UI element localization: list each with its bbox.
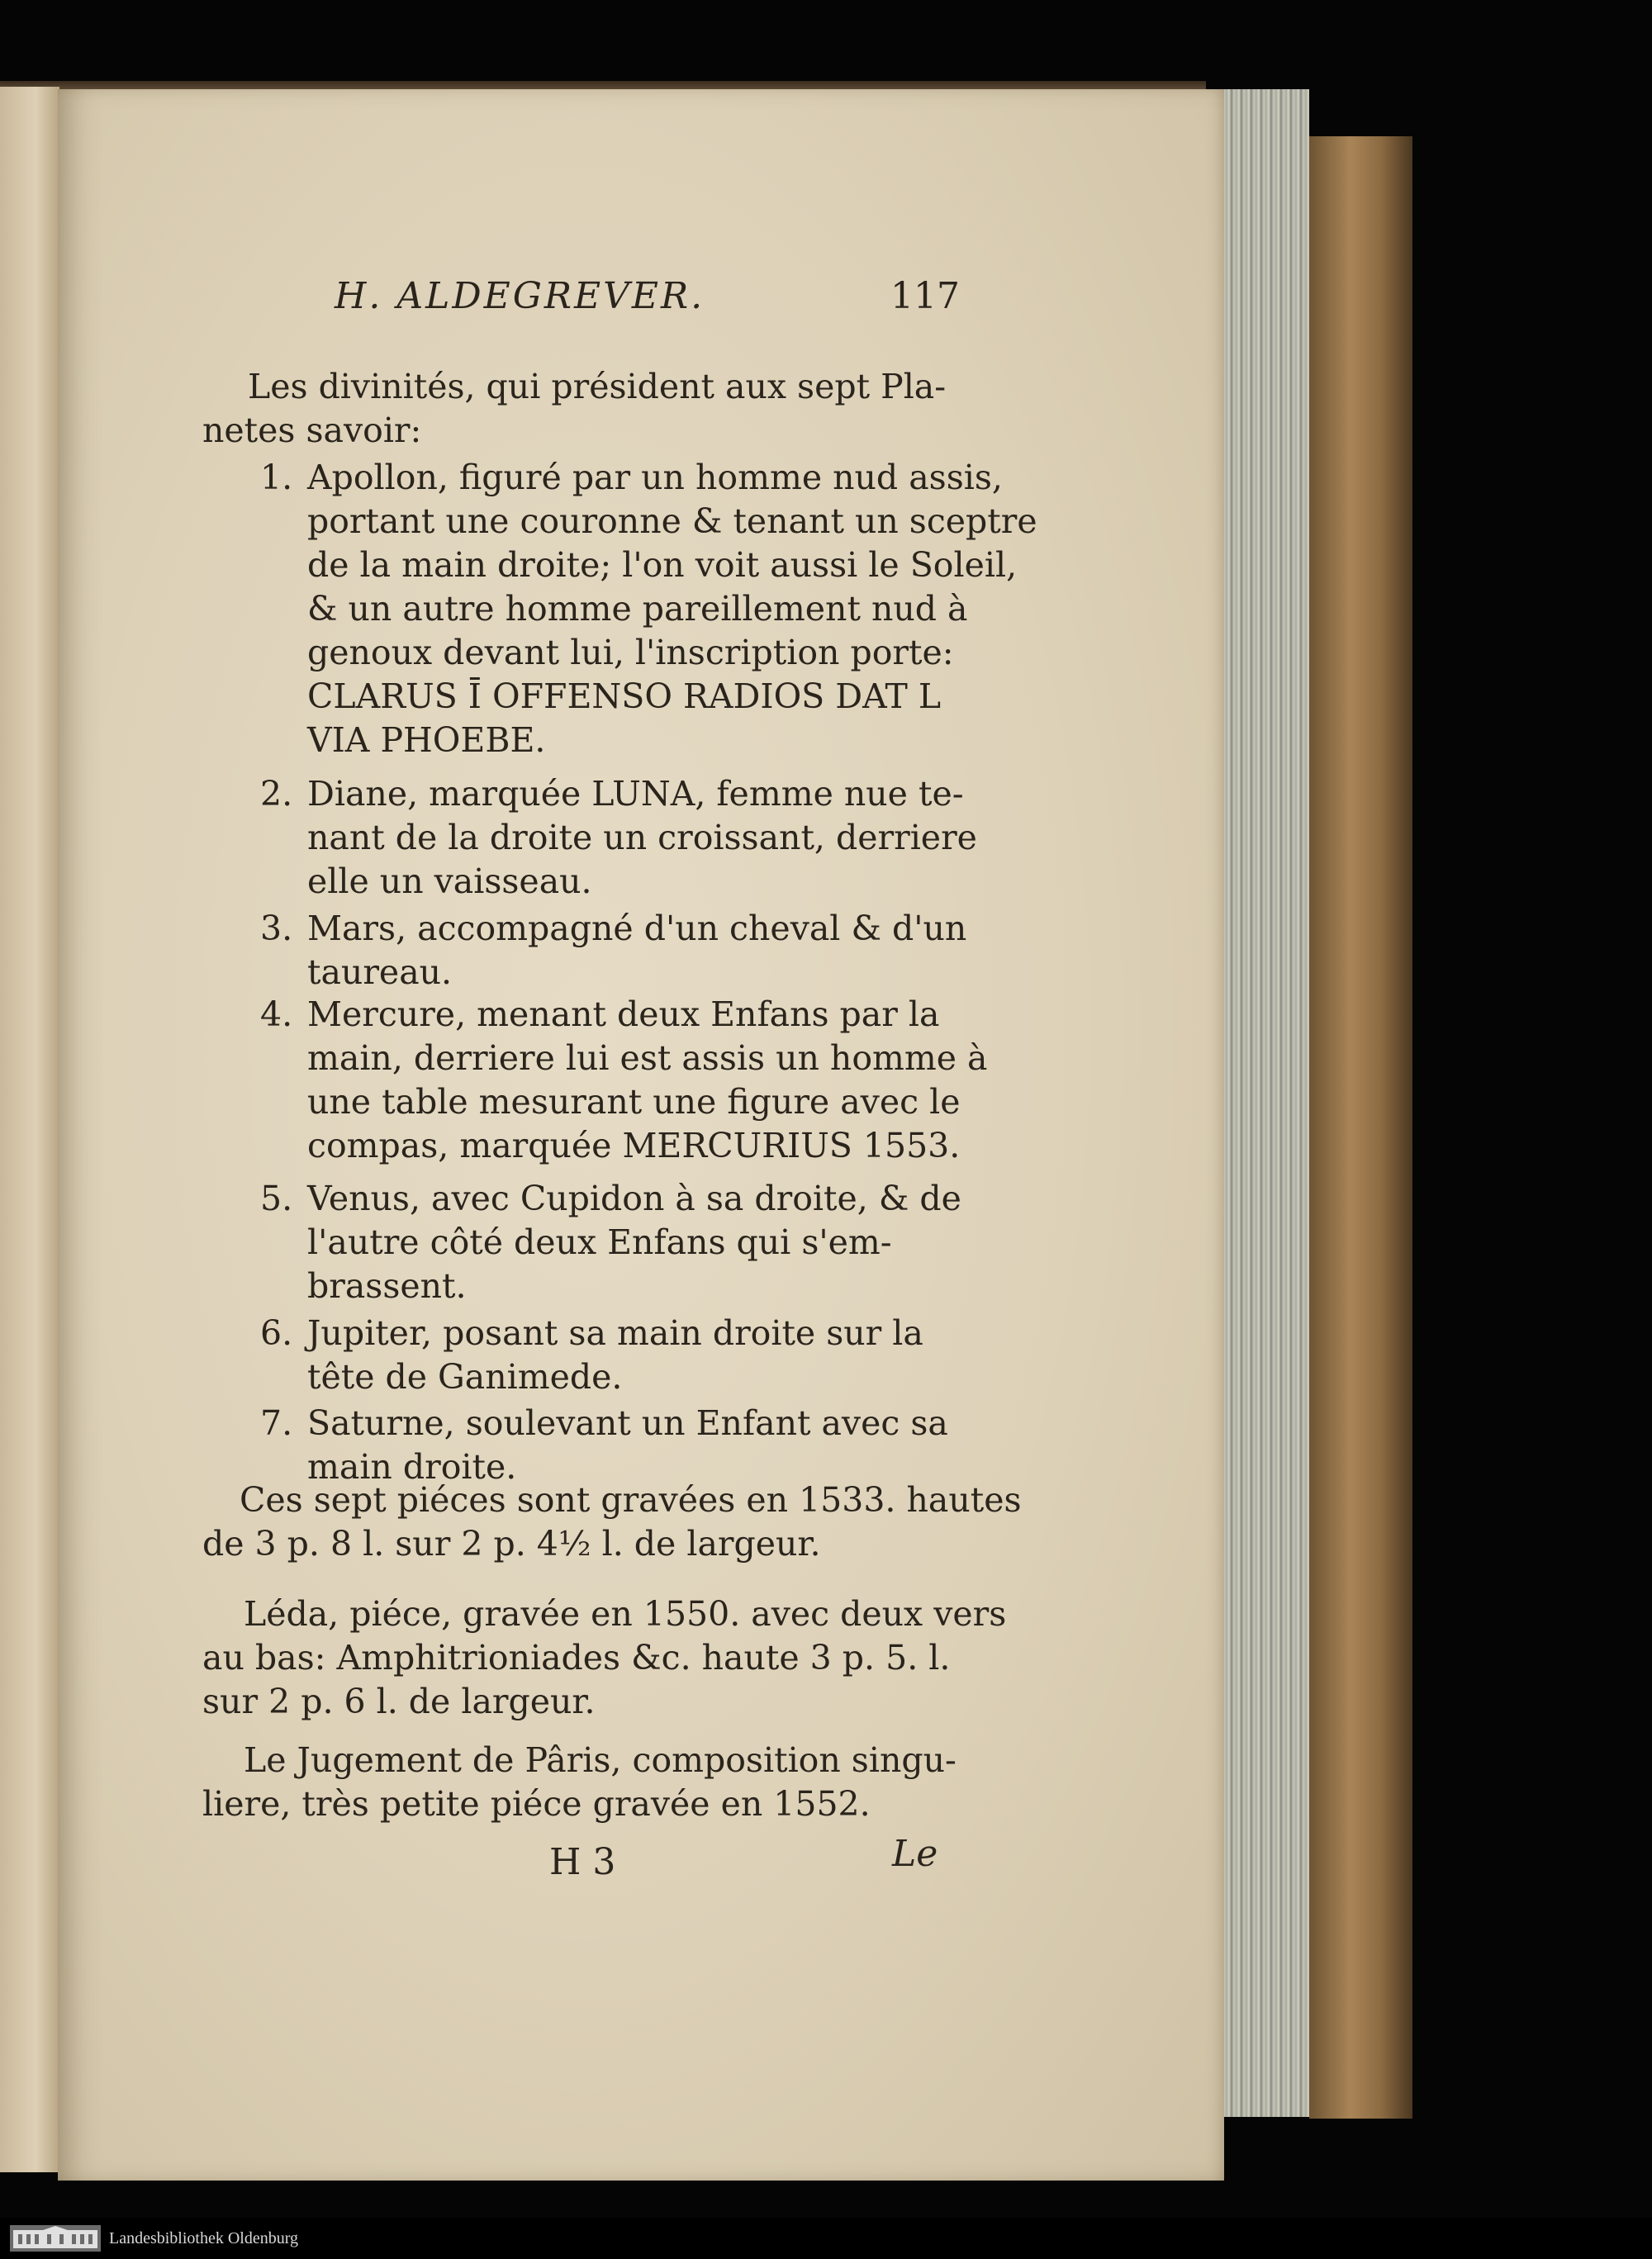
intro-line-1: Les divinités, qui président aux sept Pla- [248,367,947,406]
item-number-5: 5. [260,1179,293,1218]
item-number-4: 4. [260,994,293,1034]
left-page-edge [0,87,59,2172]
item-4-line-3: une table mesurant une figure avec le [307,1082,961,1122]
summary-line-1: Ces sept piéces sont gravées en 1533. hautes [240,1480,1022,1520]
item-5-line-1: Venus, avec Cupidon à sa droite, & de [307,1179,961,1218]
page-number: 117 [890,275,960,317]
signature-mark: H 3 [549,1841,616,1883]
item-1-line-2: portant une couronne & tenant un sceptre [307,501,1037,541]
item-7-line-2: main droite. [307,1447,517,1487]
item-1-line-6: CLARUS Ī OFFENSO RADIOS DAT L [307,676,942,716]
item-1-line-4: & un autre homme pareillement nud à [307,589,968,629]
item-3-line-1: Mars, accompagné d'un cheval & d'un [307,909,967,948]
item-number-3: 3. [260,909,293,948]
leda-line-3: sur 2 p. 6 l. de largeur. [202,1682,596,1721]
footer-library-name: Landesbibliothek Oldenburg [109,2229,299,2247]
paris-line-2: liere, très petite piéce gravée en 1552. [202,1784,871,1824]
item-1-line-7: VIA PHOEBE. [307,720,546,760]
item-2-line-3: elle un vaisseau. [307,861,592,901]
item-1-line-3: de la main droite; l'on voit aussi le Soleil, [307,545,1018,585]
item-7-line-1: Saturne, soulevant un Enfant avec sa [307,1403,948,1443]
item-4-line-2: main, derriere lui est assis un homme à [307,1038,988,1078]
item-6-line-1: Jupiter, posant sa main droite sur la [307,1313,923,1353]
item-number-1: 1. [260,458,293,497]
intro-line-2: netes savoir: [202,411,422,450]
item-1-line-5: genoux devant lui, l'inscription porte: [307,633,954,672]
catchword: Le [892,1833,938,1875]
item-1-line-1: Apollon, figuré par un homme nud assis, [307,458,1003,497]
item-5-line-2: l'autre côté deux Enfans qui s'em- [307,1222,892,1262]
summary-line-2: de 3 p. 8 l. sur 2 p. 4½ l. de largeur. [202,1524,821,1564]
item-5-line-3: brassent. [307,1266,467,1306]
item-4-line-4: compas, marquée MERCURIUS 1553. [307,1126,961,1165]
running-head: H. ALDEGREVER. [335,275,705,317]
leda-line-2: au bas: Amphitrioniades &c. haute 3 p. 5. l. [202,1638,951,1678]
paris-line-1: Le Jugement de Pâris, composition singu- [244,1740,957,1780]
item-6-line-2: tête de Ganimede. [307,1357,623,1397]
book-cover [1309,136,1412,2119]
item-2-line-1: Diane, marquée LUNA, femme nue te- [307,774,964,814]
item-3-line-2: taureau. [307,952,453,992]
item-2-line-2: nant de la droite un croissant, derriere [307,818,977,857]
library-building-icon [10,2225,101,2252]
item-number-2: 2. [260,774,293,814]
item-number-6: 6. [260,1313,293,1353]
leda-line-1: Léda, piéce, gravée en 1550. avec deux vers [244,1594,1007,1634]
item-number-7: 7. [260,1403,293,1443]
item-4-line-1: Mercure, menant deux Enfans par la [307,994,940,1034]
